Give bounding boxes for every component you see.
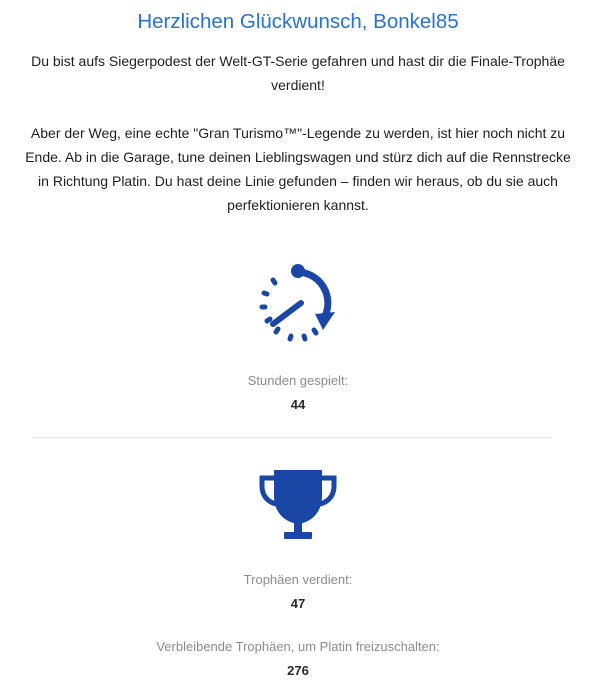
trophies-earned-label: Trophäen verdient: <box>243 572 353 587</box>
congratulations-title: Herzlichen Glückwunsch, Bonkel85 <box>137 10 459 33</box>
hours-played-value: 44 <box>290 397 306 412</box>
trophies-remaining-value: 276 <box>287 663 309 678</box>
trophy-icon <box>256 466 340 546</box>
hours-played-label: Stunden gespielt: <box>247 373 349 388</box>
message-paragraph-1: Du bist aufs Siegerpodest der Welt-GT-Serie gefahren und hast dir die Finale-Trophäe verdient! <box>31 53 565 93</box>
hours-played-stat <box>0 372 596 414</box>
trophies-icon-wrap <box>0 466 596 546</box>
trophies-earned-value: 47 <box>290 596 306 611</box>
section-divider <box>32 437 552 438</box>
message-paragraph-2: Aber der Weg, eine echte "Gran Turismo™"-Legende zu werden, ist hier noch nicht zu Ende. Ab in die Garage, tune deinen Lieblingswagen und stürz dich auf die Rennstrecke in Richtung Platin. Du hast deine Linie gefunden – finden wir heraus, ob du sie auch perfektionieren kannst. <box>25 125 571 213</box>
hours-icon-wrap <box>0 258 596 348</box>
stopwatch-icon <box>253 258 343 348</box>
trophies-remaining-label: Verbleibende Trophäen, um Platin freizuschalten: <box>156 639 440 654</box>
trophies-earned-stat <box>0 571 596 613</box>
trophies-remaining-stat <box>0 638 596 680</box>
